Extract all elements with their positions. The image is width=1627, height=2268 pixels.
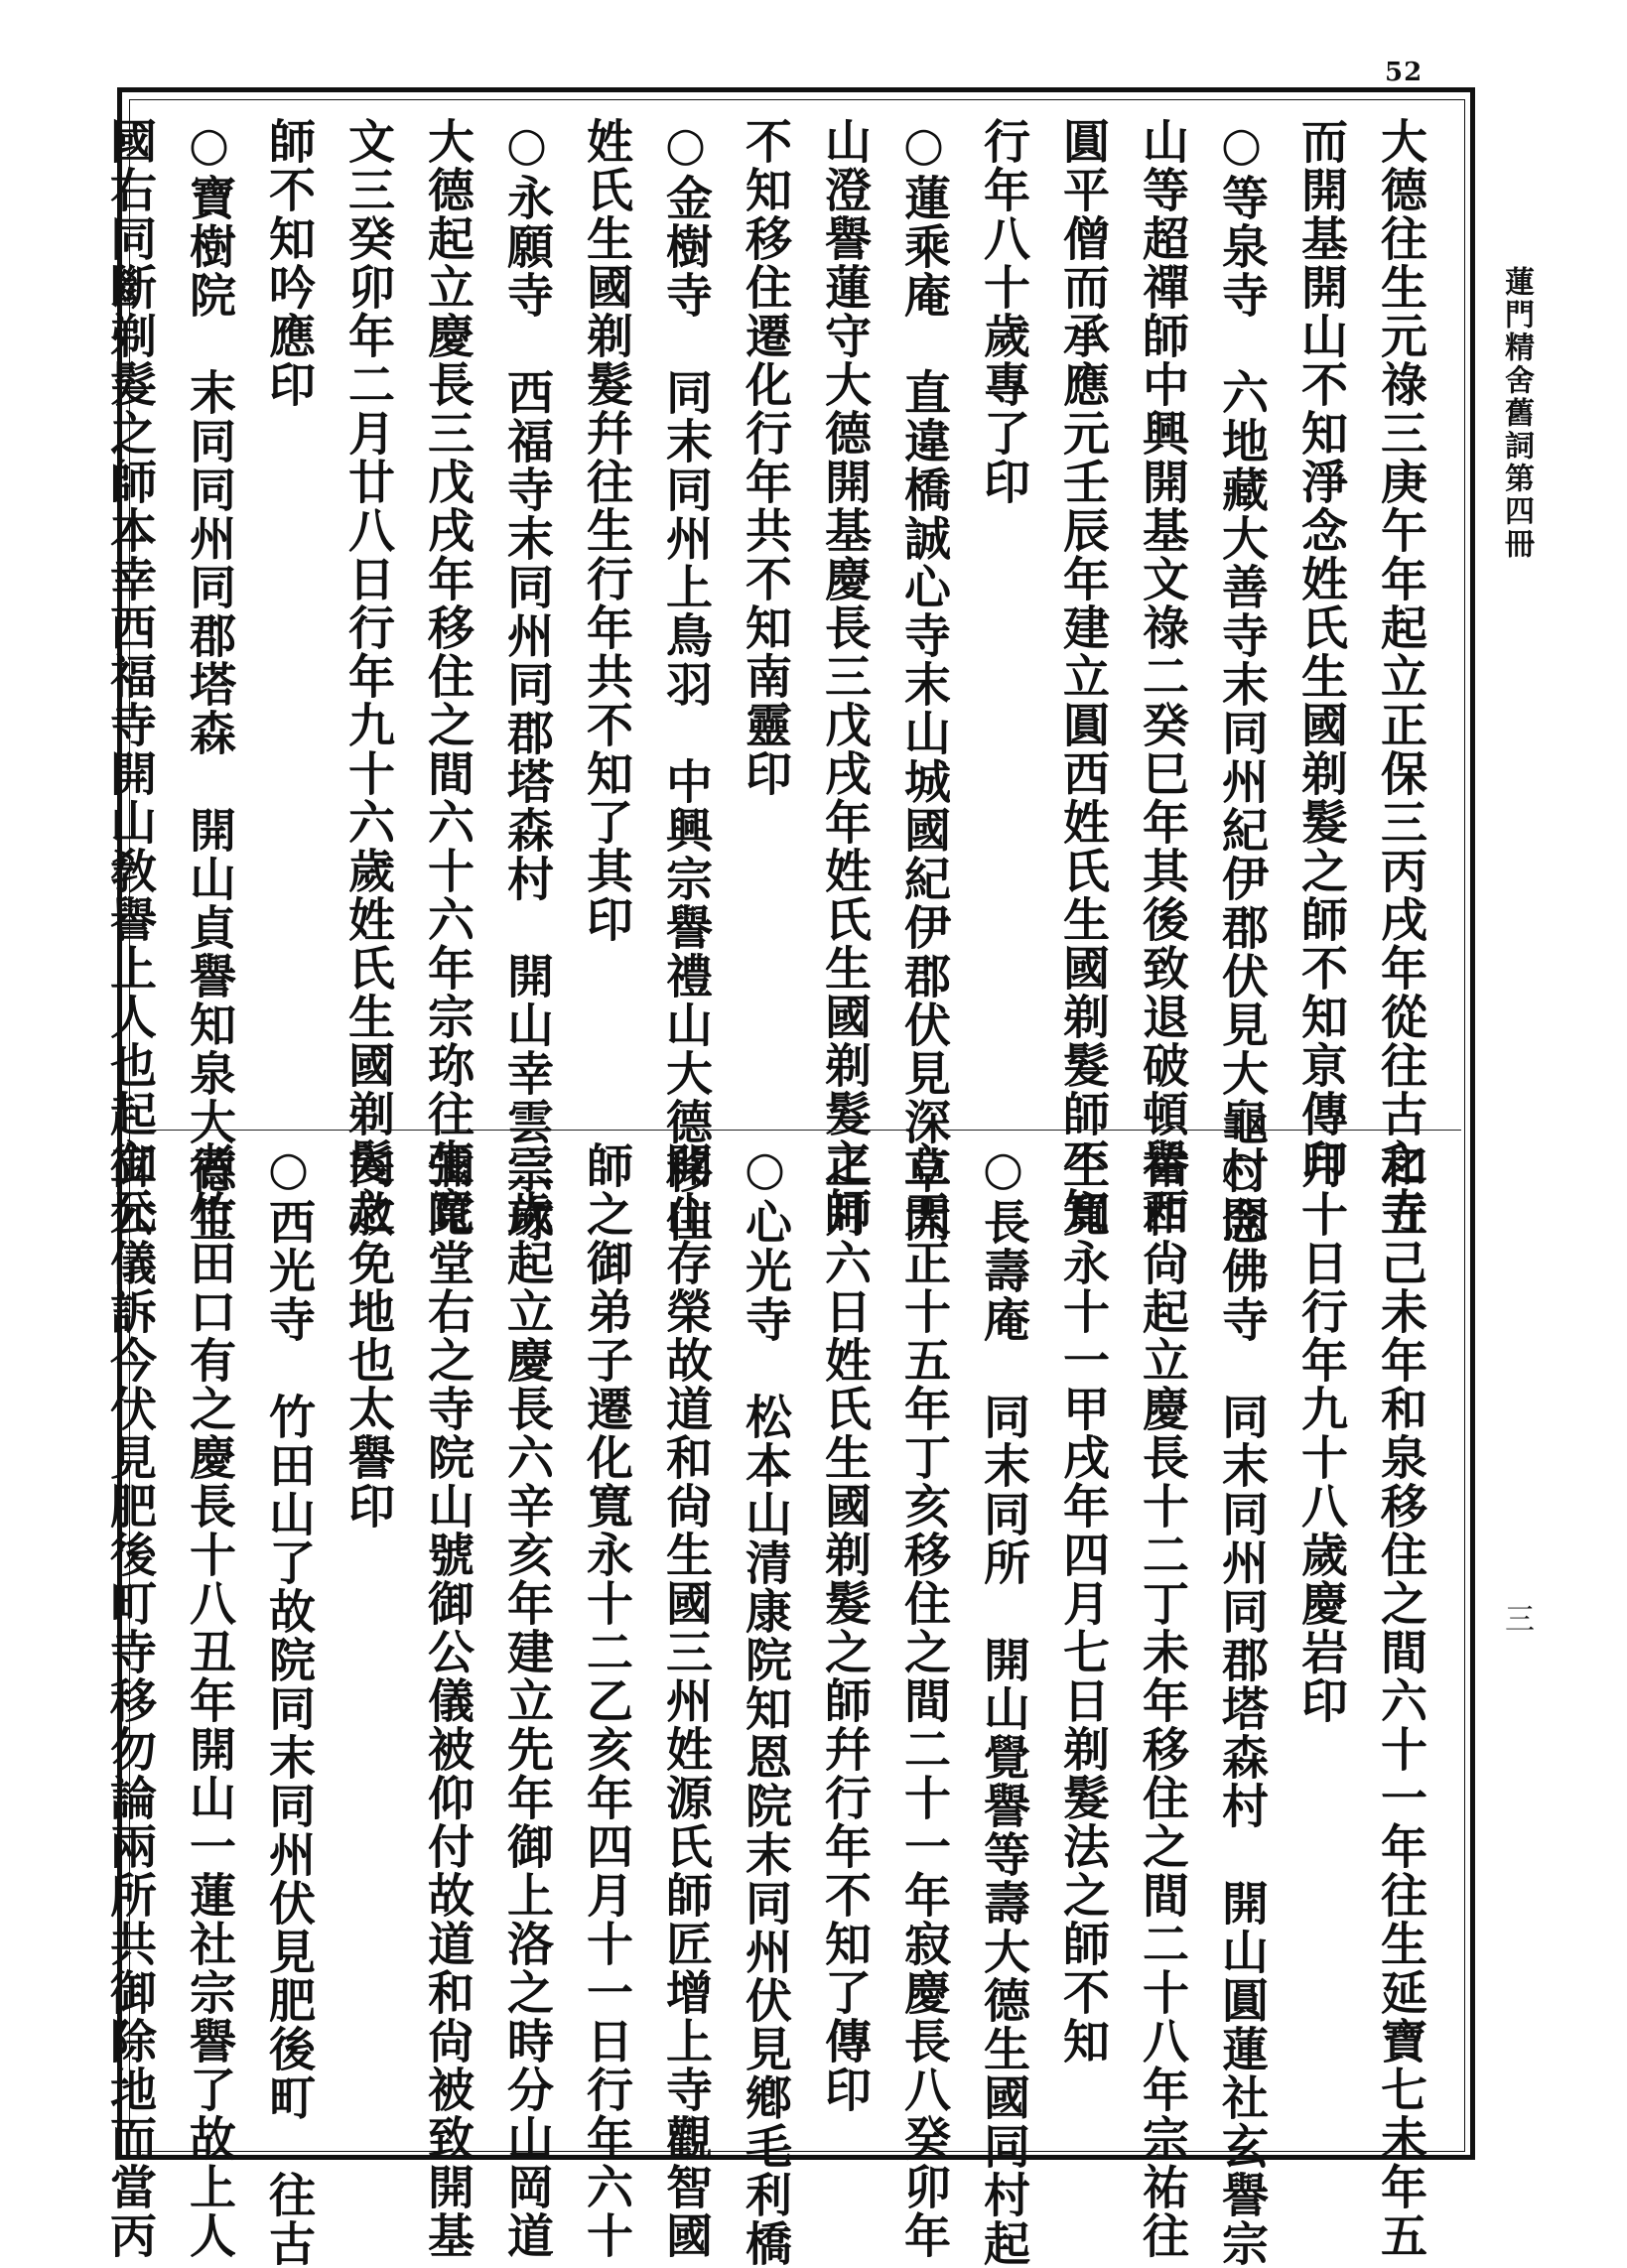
text-column: 三歲起立慶長六辛亥年建立先年御上洛之時分山岡道 [499, 1141, 554, 2260]
text-column: 御公儀訴今伏見肥後町寺移勿論兩所共御除地而當丙 [102, 1141, 157, 2260]
text-column: 山等超禪師中興開基文祿二癸巳年其後致退破頓譽西 [1135, 117, 1189, 1236]
text-column: ○長壽庵 同末同所 開山覺譽等壽大德生國同村起 [976, 1141, 1030, 2268]
text-column: 姓氏生國剃髮幷往生行年共不知了其印 [579, 117, 633, 944]
text-column: 彌陀堂右之寺院山號御公儀被仰付故道和尙被致開基 [420, 1141, 475, 2260]
text-column: ○等泉寺 六地藏大善寺末同州紀伊郡伏見大龜村開 [1214, 117, 1269, 1244]
text-column: ○心光寺 松本山清康院知恩院末同州伏見鄕毛利橋 [738, 1141, 792, 2268]
text-column: 和五己未年和泉移住之間六十一年往生延寶七未年五 [1373, 1141, 1427, 2260]
text-column: 月十日行年九十八歲慶岩印 [1293, 1141, 1348, 1725]
text-column: 開山存榮故道和尙生國三州姓源氏師匠增上寺觀智國 [658, 1141, 713, 2260]
text-column: 內赦免地也太譽印 [340, 1141, 395, 1531]
text-column: 立天正十五年丁亥移住之間二十一年寂慶長八癸卯年 [896, 1141, 951, 2260]
text-column: ○念佛寺 同末同州同郡塔森村 開山圓蓮社玄譽宗 [1214, 1141, 1269, 2268]
text-column: 不知移住遷化行年共不知南靈印 [738, 117, 792, 798]
text-column: 大德起立慶長三戊戌年移住之間六十六年宗珎往生寬 [420, 117, 475, 1236]
text-column: 師不知吟應印 [261, 117, 316, 409]
text-column: 正月六日姓氏生國剃髮之師幷行年不知了傳印 [817, 1141, 872, 2114]
text-column: 圓平僧而承應元壬辰年建立圓西姓氏生國剃髮師不知 [1055, 117, 1110, 1236]
top-text-panel [102, 117, 1439, 1244]
text-column: ○西光寺 竹田山了故院同末同州伏見肥後町 往古 [261, 1141, 316, 2268]
text-column: 山澄譽蓮守大德開基慶長三戊戌年姓氏生國剃髮之師 [817, 117, 872, 1236]
text-column: ○永願寺 西福寺末同州同郡塔森村 開山幸雲宗珎 [499, 117, 554, 1244]
text-column: ○蓮乘庵 直違橋誠心寺末山城國紀伊郡伏見深草開 [896, 117, 951, 1244]
text-column: ○金樹寺 同末同州上鳥羽 中興宗譽禮山大德移住 [658, 117, 713, 1244]
text-column: 國右同斷剃髮之師本幸西福寺開山敎譽上人也起立元 [102, 117, 157, 1236]
text-column: 者竹田口有之慶長十八丑年開山一蓮社宗譽了故上人 [182, 1141, 236, 2260]
text-column: 祐和尙起立慶長十二丁未年移住之間二十八年宗祐往 [1135, 1141, 1189, 2260]
folio-number: 三 [1499, 1603, 1534, 1633]
text-column: 師之御弟子遷化寬永十二乙亥年四月十一日行年六十 [579, 1141, 633, 2260]
text-column: 而開基開山不知淨念姓氏生國剃髮之師不知亰傳印 [1293, 117, 1348, 1187]
text-column: 生寬永十一甲戌年四月七日剃髮法之師不知 [1055, 1141, 1110, 2066]
page-number: 52 [1385, 58, 1424, 87]
bottom-text-panel [102, 1141, 1439, 2268]
text-column: 行年八十歲專了印 [976, 117, 1030, 506]
text-column: ○寶樹院 末同同州同郡塔森 開山貞譽知泉大德生 [182, 117, 236, 1244]
text-column: 大德往生元祿三庚午年起立正保三丙戌年從往古之寺 [1373, 117, 1427, 1236]
text-column: 文三癸卯年二月廿八日行年九十六歲姓氏生國剃髮之 [340, 117, 395, 1236]
running-title: 蓮門精舍舊詞第四冊 [1499, 266, 1534, 561]
